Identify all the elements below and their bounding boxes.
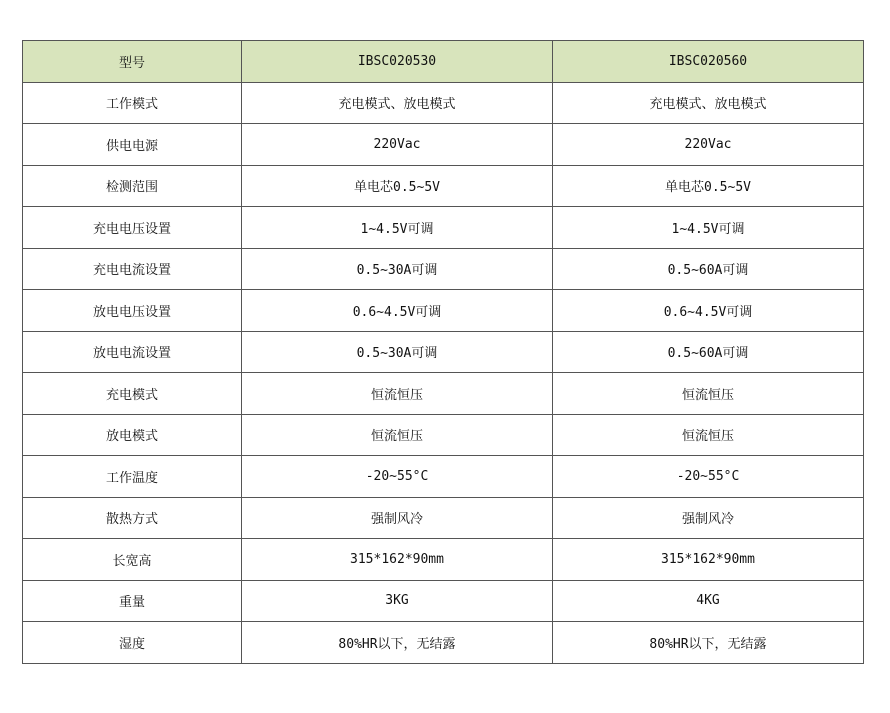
row-model-a-cell: 强制风冷 (242, 497, 553, 539)
row-model-b-cell: 4KG (553, 580, 864, 622)
row-model-b-cell: 恒流恒压 (553, 414, 864, 456)
row-model-b-cell: 恒流恒压 (553, 373, 864, 415)
row-model-b-cell: 0.5~60A可调 (553, 331, 864, 373)
row-label-cell: 长宽高 (23, 539, 242, 581)
row-model-a-cell: -20~55°C (242, 456, 553, 498)
row-model-b-cell: 220Vac (553, 124, 864, 166)
row-label-cell: 检测范围 (23, 165, 242, 207)
table-row (23, 331, 864, 373)
row-model-a-cell: 单电芯0.5~5V (242, 165, 553, 207)
row-model-b-cell: 0.5~60A可调 (553, 248, 864, 290)
row-label-cell: 充电模式 (23, 373, 242, 415)
row-label-cell: 供电电源 (23, 124, 242, 166)
table-row (23, 165, 864, 207)
row-model-a-cell: 0.5~30A可调 (242, 248, 553, 290)
row-model-b-cell: 1~4.5V可调 (553, 207, 864, 249)
row-model-a-cell: 80%HR以下，无结露 (242, 622, 553, 664)
header-label-cell: 型号 (23, 41, 242, 83)
header-row (23, 41, 864, 83)
table-row (23, 124, 864, 166)
row-model-b-cell: 单电芯0.5~5V (553, 165, 864, 207)
row-model-b-cell: 强制风冷 (553, 497, 864, 539)
row-label-cell: 放电模式 (23, 414, 242, 456)
row-model-a-cell: 恒流恒压 (242, 414, 553, 456)
row-label-cell: 放电电压设置 (23, 290, 242, 332)
row-model-b-cell: 315*162*90mm (553, 539, 864, 581)
row-label-cell: 充电电压设置 (23, 207, 242, 249)
row-model-a-cell: 0.6~4.5V可调 (242, 290, 553, 332)
row-model-a-cell: 恒流恒压 (242, 373, 553, 415)
table-row (23, 497, 864, 539)
row-model-b-cell: 充电模式、放电模式 (553, 82, 864, 124)
row-model-b-cell: -20~55°C (553, 456, 864, 498)
row-model-a-cell: 0.5~30A可调 (242, 331, 553, 373)
row-model-b-cell: 0.6~4.5V可调 (553, 290, 864, 332)
row-label-cell: 放电电流设置 (23, 331, 242, 373)
row-model-b-cell: 80%HR以下，无结露 (553, 622, 864, 664)
header-model-b-cell: IBSC020560 (553, 41, 864, 83)
table-row (23, 373, 864, 415)
row-label-cell: 充电电流设置 (23, 248, 242, 290)
table-row (23, 580, 864, 622)
table-row (23, 207, 864, 249)
table-row (23, 82, 864, 124)
row-model-a-cell: 3KG (242, 580, 553, 622)
row-model-a-cell: 1~4.5V可调 (242, 207, 553, 249)
table-row (23, 290, 864, 332)
row-model-a-cell: 充电模式、放电模式 (242, 82, 553, 124)
row-model-a-cell: 220Vac (242, 124, 553, 166)
row-model-a-cell: 315*162*90mm (242, 539, 553, 581)
row-label-cell: 湿度 (23, 622, 242, 664)
table-row (23, 539, 864, 581)
row-label-cell: 工作模式 (23, 82, 242, 124)
table-row (23, 456, 864, 498)
row-label-cell: 工作温度 (23, 456, 242, 498)
row-label-cell: 散热方式 (23, 497, 242, 539)
table-row (23, 414, 864, 456)
spec-table (22, 40, 864, 664)
header-model-a-cell: IBSC020530 (242, 41, 553, 83)
table-row (23, 248, 864, 290)
table-row (23, 622, 864, 664)
row-label-cell: 重量 (23, 580, 242, 622)
